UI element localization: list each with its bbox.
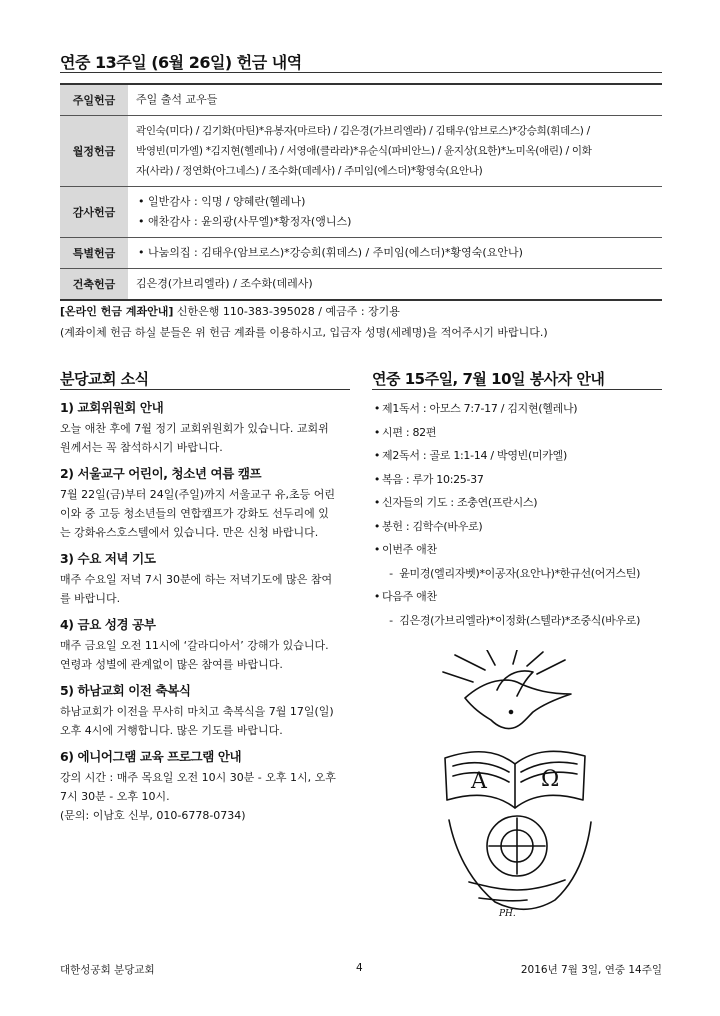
volunteer-text: 신자들의 기도 : 조충연(프란시스) (382, 496, 538, 509)
volunteer-text: 제1독서 : 아모스 7:7-17 / 김지현(헬레나) (382, 402, 578, 415)
offering-content (128, 116, 662, 187)
page-number: 4 (356, 962, 363, 974)
offering-label: 건축헌금 (60, 269, 128, 301)
account-note: (계좌이체 헌금 하실 분들은 위 헌금 계좌를 이용하시고, 입금자 성명(세례명)을 적어주시기 바랍니다.) (60, 326, 548, 339)
artist-signature: PH. (499, 909, 516, 919)
news-item (60, 397, 352, 457)
offering-line: 주일 출석 교우들 (136, 93, 218, 106)
account-text: 신한은행 110-383-395028 / 예금주 : 장기용 (173, 305, 400, 318)
volunteer-text: 복음 : 루가 10:25-37 (382, 472, 484, 486)
volunteer-row (372, 609, 662, 633)
offering-row (60, 238, 662, 269)
offering-row (60, 116, 662, 187)
news-item (60, 746, 352, 825)
volunteer-text: 봉헌 : 김학수(바우로) (382, 519, 483, 533)
offering-line: • 나눔의집 : 김태우(암브로스)*강승희(휘데스) / 주미임(에스더)*황영숙(요안나) (138, 246, 523, 259)
news-heading: 4) 금요 성경 공부 (60, 617, 156, 632)
offering-content (128, 238, 662, 269)
footer-church: 대한성공회 분당교회 (60, 964, 155, 976)
offering-content (128, 187, 662, 238)
bullet: • (373, 425, 381, 439)
volunteer-row (372, 515, 662, 539)
news-line: 원께서는 꼭 참석하시기 바랍니다. (60, 441, 223, 454)
offering-line: • 애찬감사 : 윤의광(사무엘)*황정자(앵니스) (138, 215, 352, 228)
volunteer-row (372, 585, 662, 609)
volunteer-row (372, 421, 662, 445)
offering-label: 월정헌금 (60, 116, 128, 187)
bullet: • (373, 449, 381, 462)
volunteer-row (372, 444, 662, 468)
alpha-letter: A (471, 769, 487, 794)
omega-letter: Ω (541, 767, 560, 792)
dove-wing (497, 671, 533, 696)
volunteer-text: 윤미경(엘리자벳)*이공자(요안나)*한규선(어거스틴) (399, 566, 641, 580)
volunteers-list (372, 397, 662, 632)
offering-content (128, 269, 662, 301)
volunteer-text: 시편 : 82편 (382, 425, 437, 439)
news-heading: 2) 서울교구 어린이, 청소년 여름 캠프 (60, 466, 262, 481)
offering-label: 감사헌금 (60, 187, 128, 238)
hands-icon (449, 820, 591, 909)
news-line: (문의: 이남호 신부, 010-6778-0734) (60, 809, 246, 822)
news-line: 매주 금요일 오전 11시에 ‘갈라디아서’ 강해가 있습니다. (60, 639, 329, 652)
volunteer-row (372, 397, 662, 421)
dove-bible-chalice-illustration (425, 650, 605, 920)
news-heading: 3) 수요 저녁 기도 (60, 551, 156, 566)
news-item (60, 463, 352, 542)
volunteer-text: 김은경(가브리엘라)*이정화(스텔라)*조중식(바우로) (399, 613, 641, 627)
news-line: 7시 30분 - 오후 10시. (60, 790, 170, 803)
dash: - (389, 613, 393, 627)
news-line: 를 바랍니다. (60, 592, 121, 605)
news-line: 오후 4시에 거행합니다. 많은 기도를 바랍니다. (60, 724, 283, 737)
offering-table (60, 83, 662, 301)
news-item (60, 614, 352, 674)
offering-row (60, 84, 662, 116)
news-heading: 6) 에니어그램 교육 프로그램 안내 (60, 749, 242, 764)
volunteer-text: 이번주 애찬 (382, 543, 437, 556)
bullet: • (373, 543, 381, 556)
volunteer-text: 다음주 애찬 (382, 590, 437, 603)
dove-eye (510, 711, 513, 714)
volunteers-title: 연중 15주일, 7월 10일 봉사자 안내 (372, 368, 662, 390)
news-line: 하남교회가 이전을 무사히 마치고 축복식을 7월 17일(일) (60, 705, 334, 718)
dove-icon (465, 680, 571, 728)
volunteer-row (372, 468, 662, 492)
account-info (60, 301, 662, 322)
chalice-cross (489, 818, 545, 874)
offering-line: 김은경(가브리엘라) / 조수화(데레사) (136, 277, 313, 290)
news-item (60, 548, 352, 608)
offering-row (60, 269, 662, 301)
offering-row (60, 187, 662, 238)
bullet: • (373, 496, 381, 509)
news-title: 분당교회 소식 (60, 368, 350, 390)
volunteer-text: 제2독서 : 골로 1:1-14 / 박영빈(미카엘) (382, 449, 567, 462)
news-line: 이와 중 고등 청소년들의 연합캠프가 강화도 선두리에 있 (60, 507, 329, 520)
news-line: 매주 수요일 저녁 7시 30분에 하는 저녁기도에 많은 참여 (60, 573, 333, 586)
ray (443, 650, 565, 682)
offering-line: • 일반감사 : 익명 / 양혜란(헬레나) (138, 195, 306, 208)
news-line: 강의 시간 : 매주 목요일 오전 10시 30분 - 오후 1시, 오후 (60, 771, 336, 784)
account-label: [온라인 헌금 계좌안내] (60, 305, 174, 318)
offering-line: 곽인숙(미다) / 김기화(마틴)*유봉자(마르타) / 김은경(가브리엘라) / 김태우(암브로스)*강승희(휘데스) / (136, 125, 590, 137)
offering-line: 자(사라) / 정연화(아그네스) / 조수화(데레사) / 주미임(에스더)*황영숙(요안나) (136, 165, 483, 177)
offering-label: 주일헌금 (60, 84, 128, 116)
bullet: • (373, 402, 381, 415)
account-notice (60, 301, 662, 343)
news-line: 연령과 성별에 관계없이 많은 참여를 바랍니다. (60, 658, 283, 671)
volunteer-row (372, 538, 662, 562)
news-item (60, 680, 352, 740)
volunteer-row (372, 562, 662, 586)
offering-label: 특별헌금 (60, 238, 128, 269)
news-heading: 1) 교회위원회 안내 (60, 400, 164, 415)
news-list (60, 397, 352, 831)
news-line: 오늘 애찬 후에 7월 정기 교회위원회가 있습니다. 교회위 (60, 422, 329, 435)
offering-content (128, 84, 662, 116)
dash: - (389, 566, 393, 580)
offering-title: 연중 13주일 (6월 26일) 헌금 내역 (60, 50, 662, 73)
bullet: • (373, 590, 381, 603)
footer-date: 2016년 7월 3일, 연중 14주일 (520, 964, 662, 976)
bullet: • (373, 519, 381, 533)
offering-line: 박영빈(미가엘) *김지현(헬레나) / 서영애(클라라)*유순식(파비안느) / 윤지상(요한)*노미옥(애린) / 이화 (136, 145, 592, 157)
news-heading: 5) 하남교회 이전 축복식 (60, 683, 191, 698)
volunteer-row (372, 491, 662, 515)
news-line: 는 강화유스호스텔에서 있습니다. 만은 신청 바랍니다. (60, 526, 319, 539)
bullet: • (373, 472, 381, 486)
news-line: 7월 22일(금)부터 24일(주일)까지 서울교구 유,초등 어린 (60, 488, 336, 501)
